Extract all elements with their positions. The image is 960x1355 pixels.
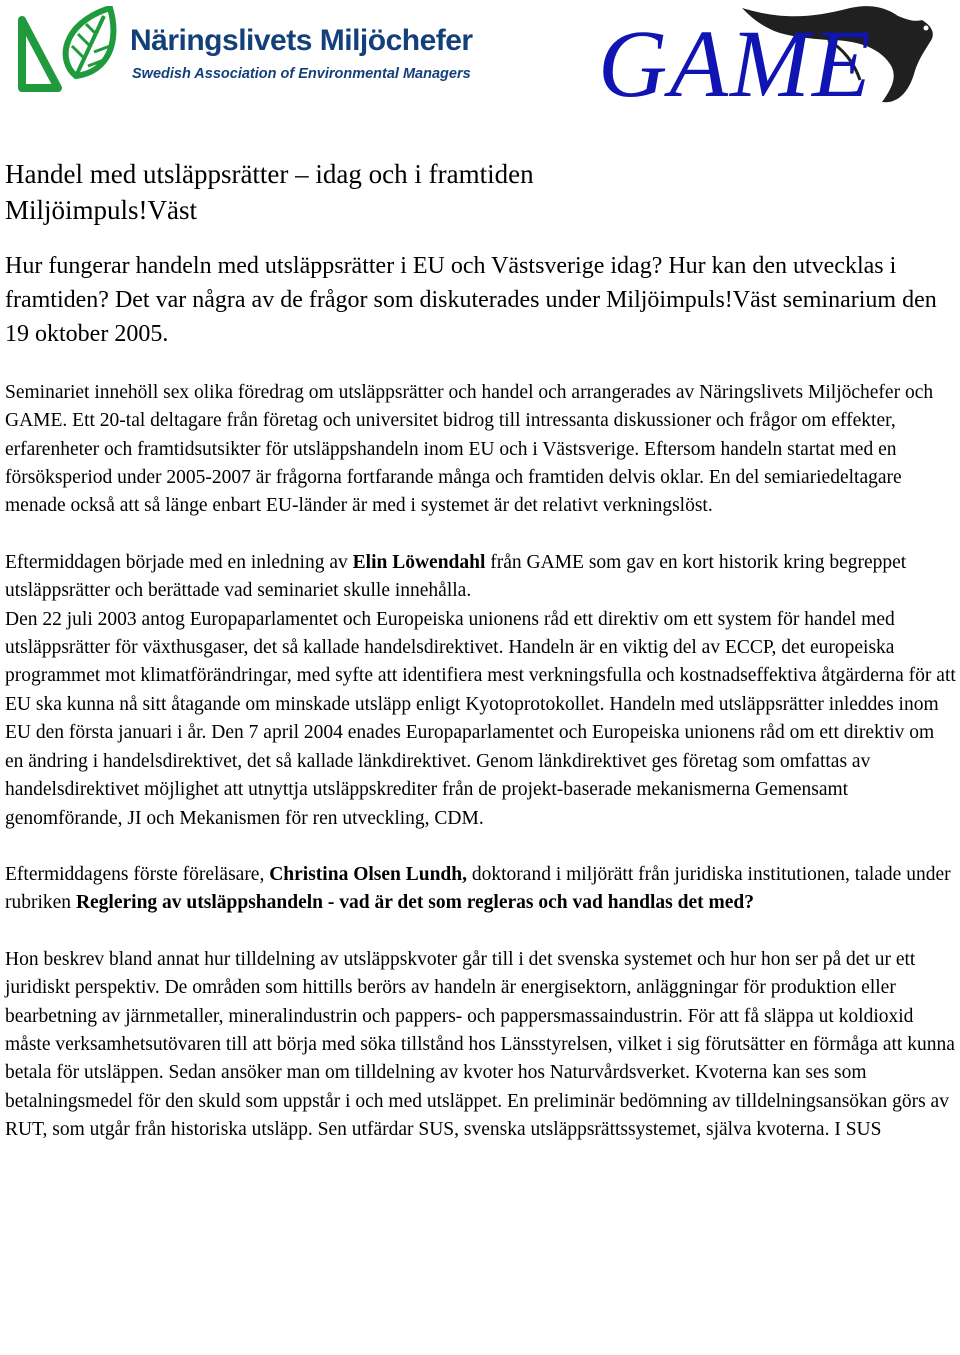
paragraph-allocation: Hon beskrev bland annat hur tilldelning av utsläppskvoter går till i det svenska systemet och hur hon ser på det ur ett juridiskt perspektiv. De områden som hittills berörs av handeln är energisektorn, anläggningar för produktion eller bearbetning av järnmetaller, mineralindustrin och pappers- och pappersmassaindustrin. För att få släppa ut koldioxid måste verksamhetsutövaren till att börja med söka tillstånd hos Länsstyrelsen, vilket i sig förutsätter en förmåga att kunna betala för utsläppen. Sedan ansöker man om tilldelning av kvoter hos Naturvårdsverket. Kvoterna kan ses som betalningsmedel för den skuld som uppstår i och med utsläppet. En preliminär bedömning av tilldelningsansökan görs av RUT, som utgår från historiska utsläpp. Sen utfärdar SUS, svenska utsläppsrättssystemet, själva kvoterna. I SUS xyxy=(5,948,955,1141)
nmc-logo-subtitle: Swedish Association of Environmental Managers xyxy=(132,66,471,82)
paragraph-afternoon-intro xyxy=(5,549,957,606)
intro-paragraph: Hur fungerar handeln med utsläppsrätter i EU och Västsverige idag? Hur kan den utvecklas i framtiden? Det var några av de frågor som diskuterades under Miljöimpuls!Väst seminarium den 19 oktober 2005. xyxy=(5,252,937,347)
talk-topic: Reglering av utsläppshandeln - vad är det som regleras och vad handlas det med? xyxy=(75,892,754,914)
text: doktorand i miljörätt från juridiska institutionen, talade under rubriken xyxy=(5,863,951,914)
text: från GAME som gav en kort historik kring begreppet utsläppsrätter och berättade vad seminariet skulle innehålla. xyxy=(5,551,907,602)
text: Eftermiddagens förste föreläsare, xyxy=(5,863,270,885)
paragraph-seminar-overview: Seminariet innehöll sex olika föredrag om utsläppsrätter och handel och arrangerades av Näringslivets Miljöchefer och GAME. Ett 20-tal deltagare från företag och universitet bidrog till intressanta diskussioner och frågor om effekter, erfarenheter och framtidsutsikter för utsläppshandeln inom EU och i Västsverige. Eftersom handeln startat med en försöksperiod under 2005-2007 är frågorna fortfarande många och framtiden delvis oklar. En del semiariedeltagare menade också att så länge enbart EU-länder är med i systemet är det relativt verkningslöst. xyxy=(5,381,934,517)
game-logo-word: GAME xyxy=(598,10,873,117)
article-title: Handel med utsläppsrätter – idag och i framtiden xyxy=(5,159,534,189)
article xyxy=(5,156,957,1145)
nmc-logo-name: Näringslivets Miljöchefer xyxy=(130,24,473,57)
paragraph-first-speaker xyxy=(5,861,957,918)
speaker-name: Elin Löwendahl xyxy=(352,551,486,573)
game-logo xyxy=(592,0,948,117)
naringslivets-miljochefer-logo xyxy=(14,6,473,106)
text: Eftermiddagen började med en inledning av xyxy=(5,551,353,573)
article-subtitle: Miljöimpuls!Väst xyxy=(5,195,198,226)
title-block xyxy=(5,156,957,229)
paragraph-directive-history: Den 22 juli 2003 antog Europaparlamentet och Europeiska unionens råd ett direktiv om ett system för handel med utsläppsrätter för växthusgaser, det så kallade handelsdirektivet. Handeln är en viktig del av ECCP, det europeiska programmet mot klimatförändringar, med syfte att identifiera mest verkningsfulla och kostnadseffektiva åtgärderna för att EU ska kunna nå sitt åtagande om minskade utsläpp enligt Kyotoprotokollet. Handeln med utsläppsrätter inleddes inom EU den första januari i år. Den 7 april 2004 enades Europaparlamentet och Europeiska unionens råd om ett direktiv om en ändring i handelsdirektivet, det så kallade länkdirektivet. Genom länkdirektivet ges företag som omfattas av handelsdirektivet möjlighet att utnyttja utsläppskrediter från de projekt-baserade mekanismerna Gemensamt genomförande, JI och Mekanismen för ren utveckling, CDM. xyxy=(5,608,956,829)
header xyxy=(0,0,960,118)
leaf-icon xyxy=(14,6,126,106)
speaker-name: Christina Olsen Lundh, xyxy=(269,863,467,885)
